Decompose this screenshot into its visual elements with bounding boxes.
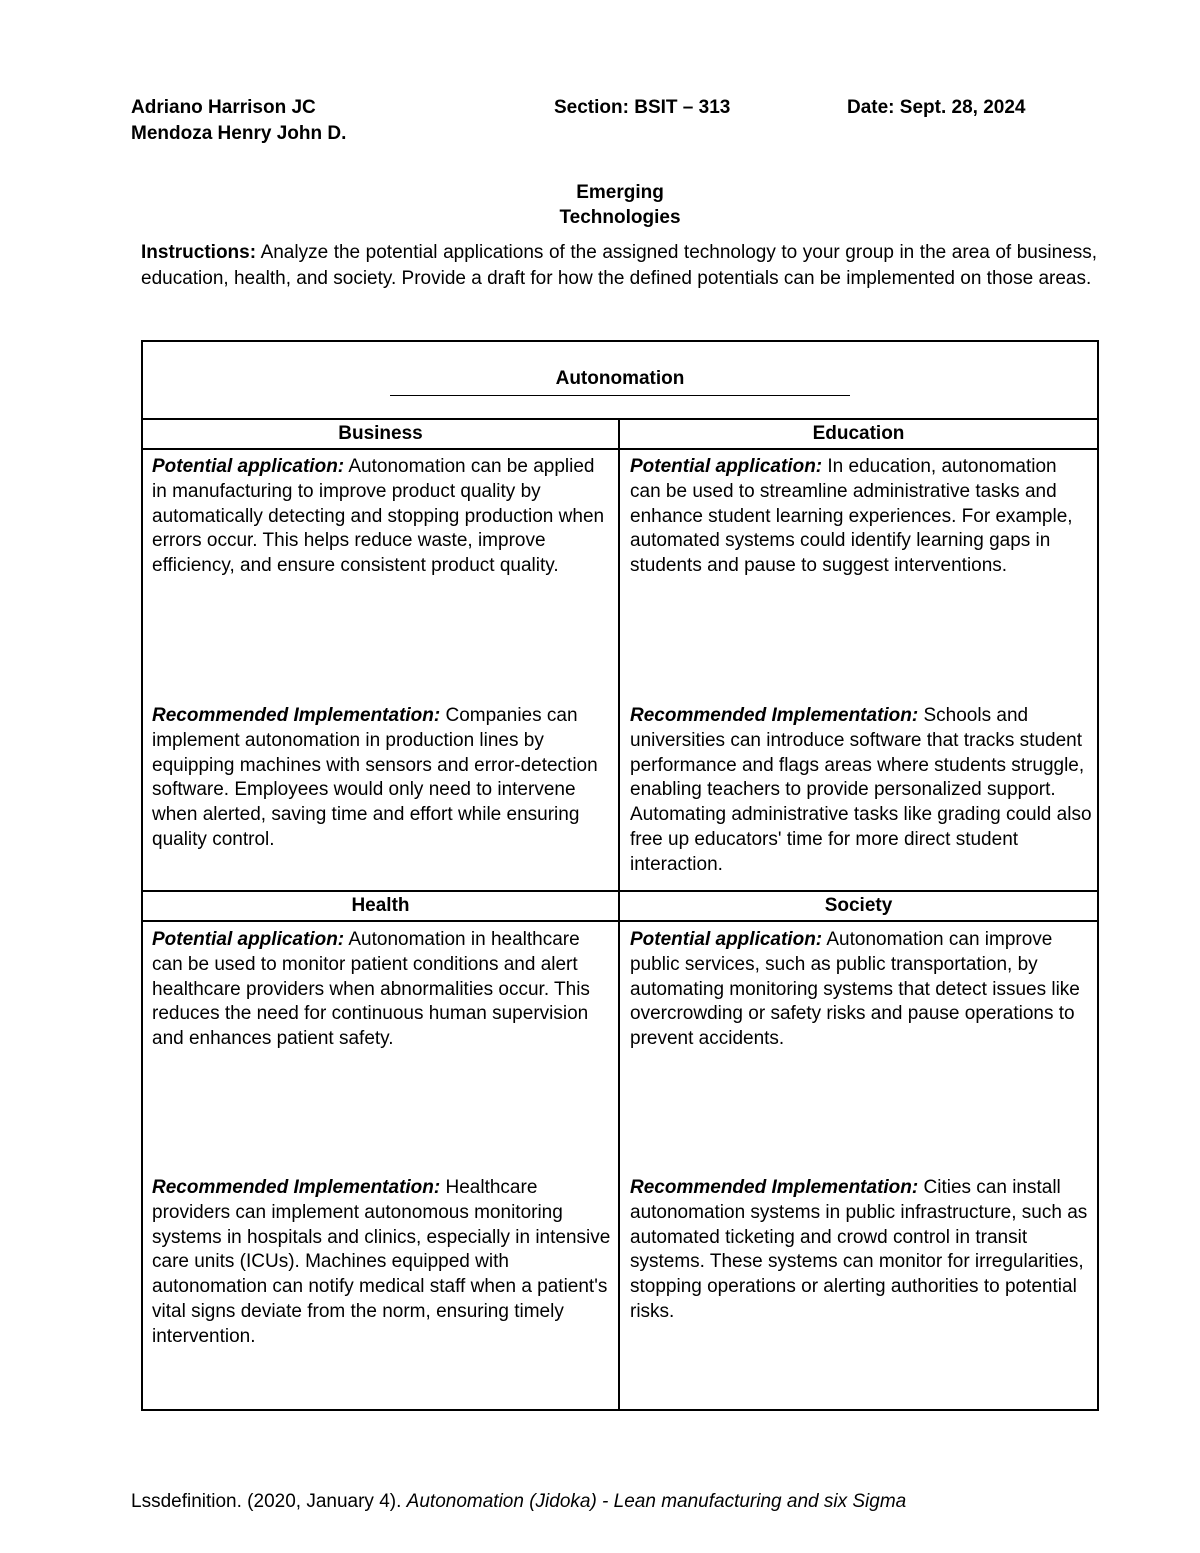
student-names	[131, 95, 346, 147]
citation-title: Autonomation (Jidoka) - Lean manufacturing and six Sigma	[406, 1491, 907, 1512]
table-divider	[141, 418, 1099, 420]
table-divider	[141, 920, 1099, 922]
student-name-1: Adriano Harrison JC	[131, 97, 316, 118]
health-potential-text: Autonomation in healthcare can be used to monitor patient conditions and alert healthcare providers when abnormalities occur. This reduces the need for continuous human supervision and enhances patient safety.	[152, 929, 590, 1050]
table-divider	[141, 890, 1099, 892]
column-heading-society: Society	[824, 895, 893, 916]
society-potential	[630, 928, 1096, 1052]
citation-author-date: Lssdefinition. (2020, January 4).	[131, 1491, 407, 1512]
section-label: Section: BSIT – 313	[554, 97, 731, 118]
business-potential	[152, 455, 614, 579]
column-heading-health: Health	[351, 895, 410, 916]
technology-title: Autonomation	[390, 367, 850, 396]
education-implementation-text: Schools and universities can introduce software that tracks student performance and flags areas where students struggle, enabling teachers to provide personalized support. Automating administrative tasks like grading could also free up educators' time for more direct student interaction.	[630, 705, 1092, 875]
table-divider	[141, 448, 1099, 450]
business-implementation	[152, 704, 614, 853]
society-implementation-label: Recommended Implementation:	[630, 1177, 919, 1198]
society-potential-text: Autonomation can improve public services, such as public transportation, by automating monitoring systems that detect issues like overcrowding or safety risks and pause operations to prevent accidents.	[630, 929, 1080, 1050]
health-potential	[152, 928, 614, 1052]
business-implementation-text: Companies can implement autonomation in production lines by equipping machines with sensors and error-detection software. Employees would only need to intervene when alerted, saving time and effort while ensuring quality control.	[152, 705, 598, 850]
education-potential-label: Potential application:	[630, 456, 823, 477]
health-potential-label: Potential application:	[152, 929, 345, 950]
instructions-text: Analyze the potential applications of the assigned technology to your group in the area of business, education, health, and society. Provide a draft for how the defined potentials can be implemented on those areas.	[141, 242, 1097, 289]
education-implementation-label: Recommended Implementation:	[630, 705, 919, 726]
column-heading-business: Business	[338, 423, 423, 444]
health-implementation	[152, 1176, 614, 1350]
society-potential-label: Potential application:	[630, 929, 823, 950]
date-label: Date: Sept. 28, 2024	[847, 97, 1026, 118]
society-implementation-text: Cities can install autonomation systems in public infrastructure, such as automated ticketing and crowd control in transit systems. These systems can monitor for irregularities, stopping operations or alerting authorities to potential risks.	[630, 1177, 1088, 1322]
business-potential-label: Potential application:	[152, 456, 345, 477]
education-potential-text: In education, autonomation can be used to streamline administrative tasks and enhance student learning experiences. For example, automated systems could identify learning gaps in students and pause to suggest interventions.	[630, 456, 1073, 577]
document-title-line2: Technologies	[559, 207, 681, 228]
student-name-2: Mendoza Henry John D.	[131, 123, 347, 144]
instructions-label: Instructions:	[141, 242, 257, 263]
education-potential	[630, 455, 1092, 579]
instructions	[141, 240, 1097, 292]
document-title-line1: Emerging	[576, 182, 664, 203]
society-implementation	[630, 1176, 1092, 1325]
health-implementation-text: Healthcare providers can implement autonomous monitoring systems in hospitals and clinics, especially in intensive care units (ICUs). Machines equipped with autonomation can notify medical staff when a patient's vital signs deviate from the norm, ensuring timely intervention.	[152, 1177, 611, 1347]
business-implementation-label: Recommended Implementation:	[152, 705, 441, 726]
business-potential-text: Autonomation can be applied in manufacturing to improve product quality by automatically detecting and stopping production when errors occur. This helps reduce waste, improve efficiency, and ensure consistent product quality.	[152, 456, 605, 577]
reference-citation	[131, 1489, 906, 1515]
education-implementation	[630, 704, 1092, 878]
column-heading-education: Education	[812, 423, 905, 444]
health-implementation-label: Recommended Implementation:	[152, 1177, 441, 1198]
